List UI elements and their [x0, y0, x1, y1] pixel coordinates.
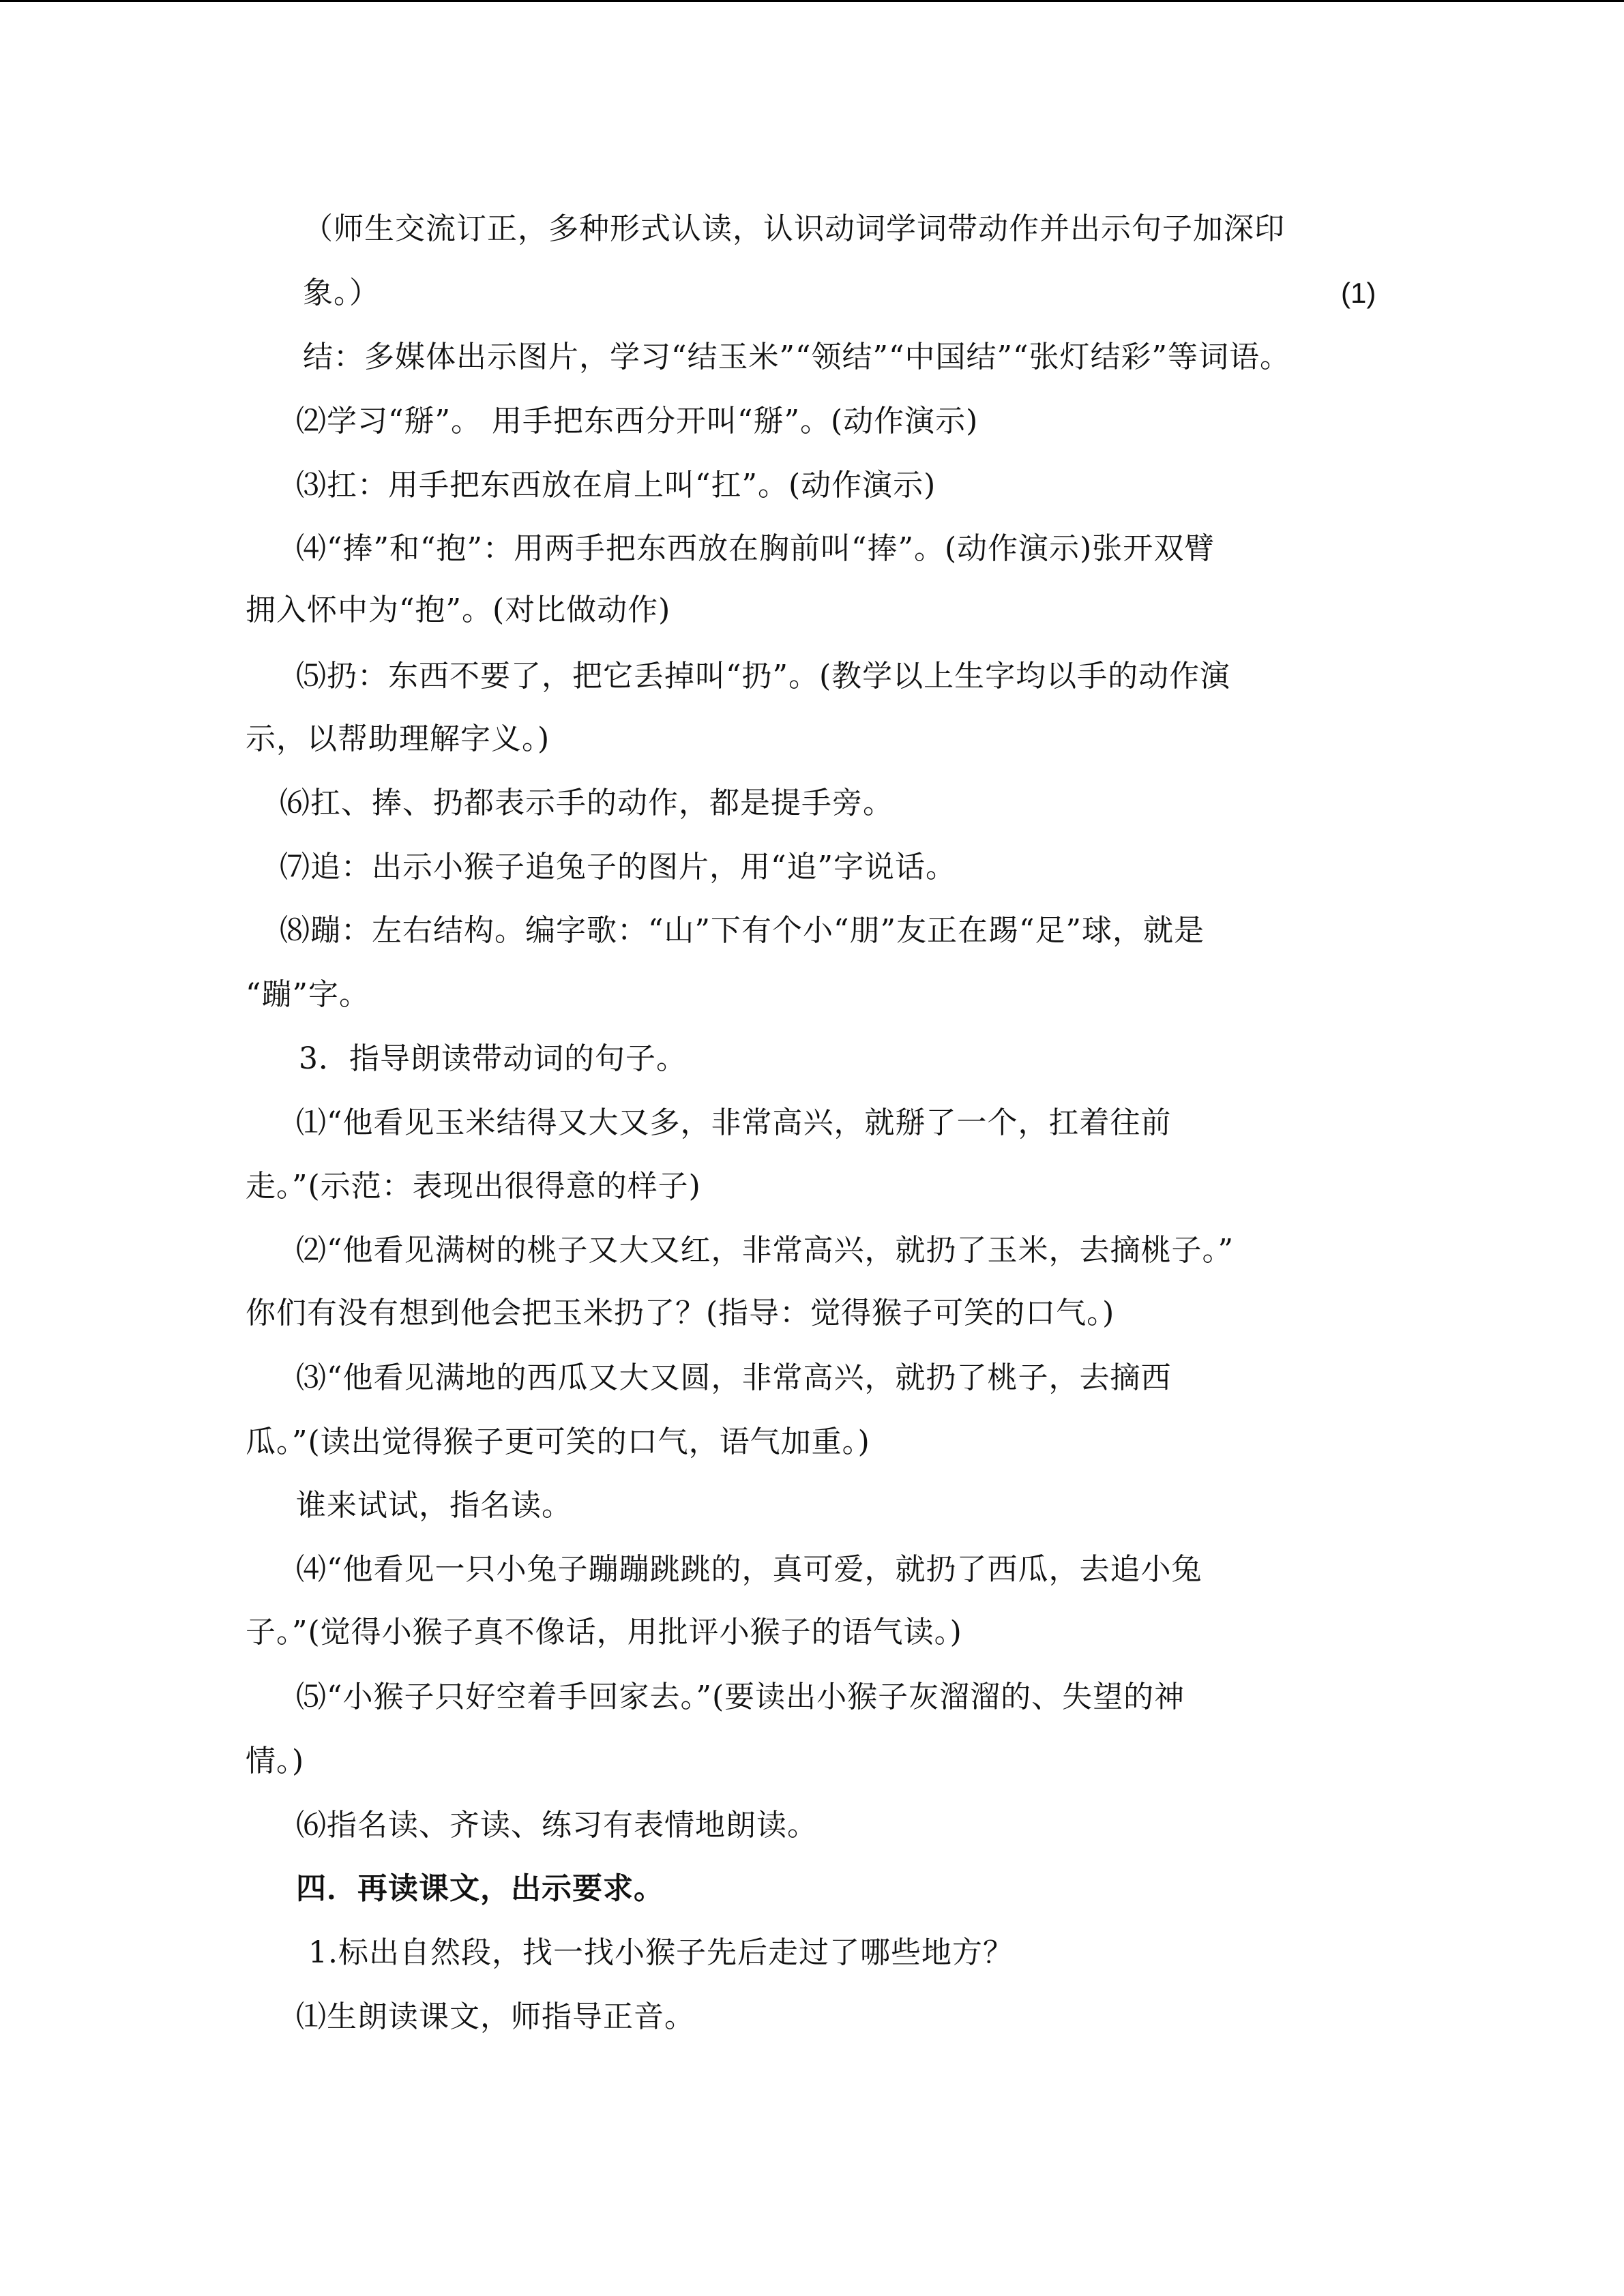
text-line-24: ⑸“小猴子只好空着手回家去。”(要读出小猴子灰溜溜的、失望的神 [296, 1680, 1185, 1714]
text-line-8: ⑸扔：东西不要了，把它丢掉叫“扔”。(教学以上生字均以手的动作演 [296, 659, 1231, 694]
text-line-9: 示，以帮助理解字义。) [246, 721, 550, 756]
list-marker: (1) [1341, 277, 1376, 309]
text-line-4: ⑵学习“掰”。 用手把东西分开叫“掰”。(动作演示) [296, 404, 979, 438]
text-line-16: 走。”(示范：表现出很得意的样子) [246, 1169, 701, 1204]
text-line-15: ⑴“他看见玉米结得又大又多，非常高兴，就掰了一个，扛着往前 [296, 1105, 1172, 1140]
text-line-11: ⑺追：出示小猴子追兔子的图片，用“追”字说话。 [280, 850, 956, 884]
text-line-13: “蹦”字。 [246, 977, 370, 1012]
text-line-18: 你们有没有想到他会把玉米扔了？(指导：觉得猴子可笑的口气。) [246, 1296, 1115, 1330]
section-heading: 四．再读课文，出示要求。 [296, 1871, 664, 1906]
text-line-10: ⑹扛、捧、扔都表示手的动作，都是提手旁。 [280, 786, 894, 820]
text-line-2: 象。） [303, 275, 380, 310]
text-line-20: 瓜。”(读出觉得猴子更可笑的口气，语气加重。) [246, 1425, 870, 1459]
text-line-14: 3．指导朗读带动词的句子。 [299, 1041, 687, 1076]
text-line-12: ⑻蹦：左右结构。编字歌：“山”下有个小“朋”友正在踢“足”球，就是 [280, 913, 1205, 948]
text-line-19: ⑶“他看见满地的西瓜又大又圆，非常高兴，就扔了桃子，去摘西 [296, 1360, 1172, 1395]
text-line-1: （师生交流订正，多种形式认读，认识动词学词带动作并出示句子加深印 [303, 211, 1285, 246]
text-line-5: ⑶扛：用手把东西放在肩上叫“扛”。(动作演示) [296, 468, 936, 503]
text-line-23: 子。”(觉得小猴子真不像话，用批评小猴子的语气读。) [246, 1615, 962, 1650]
text-line-29: ⑴生朗读课文，师指导正音。 [296, 1999, 695, 2034]
text-line-25: 情。) [246, 1744, 305, 1778]
text-line-28: 1.标出自然段，找一找小猴子先后走过了哪些地方？ [308, 1935, 1014, 1970]
text-line-17: ⑵“他看见满树的桃子又大又红，非常高兴，就扔了玉米，去摘桃子。” [296, 1233, 1234, 1268]
text-line-3: 结：多媒体出示图片，学习“结玉米”“领结”“中国结”“张灯结彩”等词语。 [303, 340, 1290, 374]
text-line-21: 谁来试试，指名读。 [296, 1488, 572, 1523]
text-line-22: ⑷“他看见一只小兔子蹦蹦跳跳的，真可爱，就扔了西瓜，去追小兔 [296, 1552, 1202, 1587]
text-line-7: 拥入怀中为“抱”。(对比做动作) [246, 593, 671, 627]
text-line-6: ⑷“捧”和“抱”：用两手把东西放在胸前叫“捧”。(动作演示)张开双臂 [296, 531, 1215, 566]
text-line-26: ⑹指名读、齐读、练习有表情地朗读。 [296, 1808, 818, 1843]
